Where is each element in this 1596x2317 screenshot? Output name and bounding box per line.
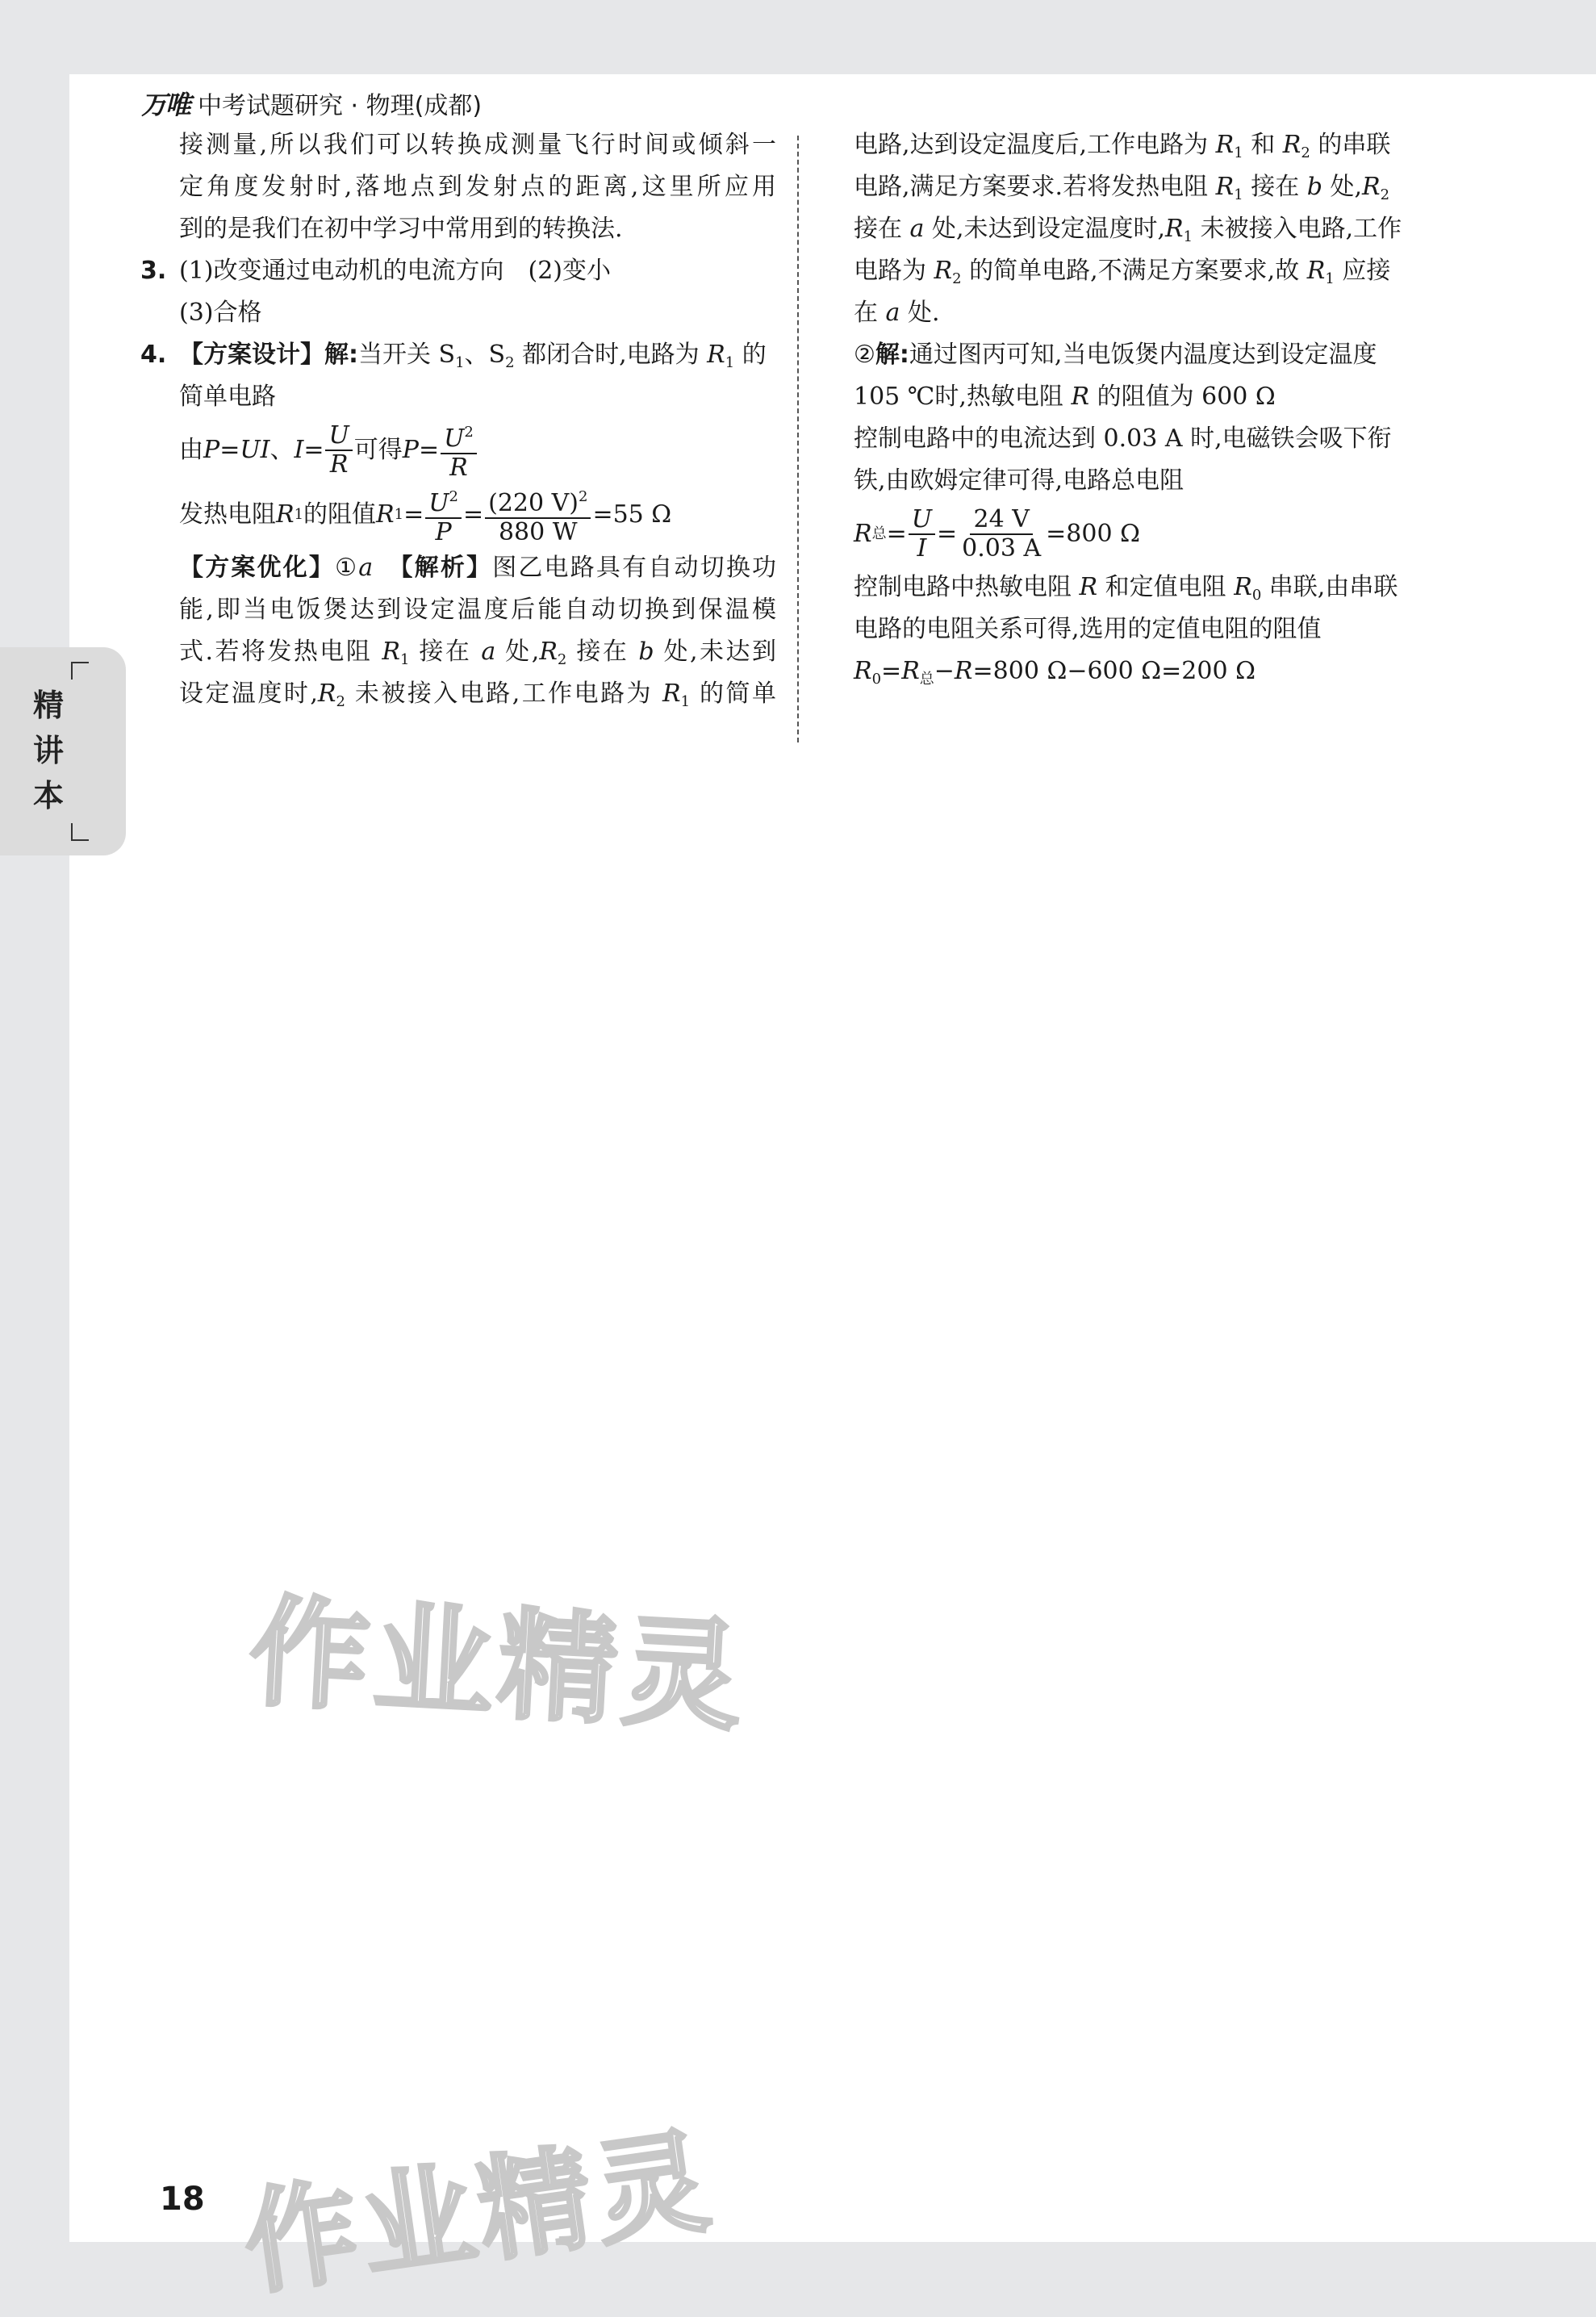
text-line (854, 250, 1455, 292)
text: 当开关 S (358, 341, 456, 369)
variable: R (539, 638, 558, 666)
text-line: 接测量,所以我们可以转换成测量飞行时间或倾斜一 (179, 131, 776, 159)
text: 应接 (1334, 257, 1391, 285)
text-line: (3)合格 (179, 299, 262, 327)
text: 由 (179, 436, 203, 464)
side-tab-char: 本 (32, 778, 64, 813)
text: 和 (1243, 131, 1283, 159)
text: 未被接入电路,工作 (1193, 215, 1402, 243)
text: 电路,满足方案要求.若将发热电阻 (854, 173, 1216, 201)
text: 电路为 (854, 257, 934, 285)
text: 接在 (566, 638, 639, 666)
fraction (959, 506, 1044, 563)
text: (220 V) (488, 489, 579, 517)
variable: R (1282, 131, 1301, 159)
variable: P (203, 436, 220, 464)
variable: R (901, 657, 920, 685)
running-header (141, 84, 482, 123)
subscript: 1 (1234, 144, 1243, 161)
numerator: 24 V (970, 506, 1032, 535)
text-line (854, 376, 1455, 418)
section-tag: 【方案优化】 (179, 554, 336, 582)
variable: a (885, 299, 900, 327)
variable: R (276, 500, 295, 529)
numerator: U (325, 422, 352, 451)
variable: R (1071, 383, 1090, 411)
variable: R (707, 341, 725, 369)
text: ② (854, 341, 875, 369)
section-tag: 【方案设计】解: (179, 341, 358, 369)
variable: R (376, 500, 395, 529)
fraction (909, 506, 935, 563)
variable: R (1215, 173, 1235, 201)
variable: I (294, 436, 304, 464)
text: 的串联 (1310, 131, 1391, 159)
variable: R (1234, 573, 1252, 601)
book-title: 中考试题研究 · 物理(成都) (198, 92, 483, 120)
text: 电路,达到设定温度后,工作电路为 (854, 131, 1216, 159)
right-column (854, 124, 1455, 692)
side-tab-char: 讲 (32, 733, 64, 768)
variable: R (854, 520, 872, 548)
text: =800 Ω−600 Ω=200 Ω (972, 657, 1255, 685)
watermark: 作业精灵 (236, 2115, 722, 2311)
variable: R (1306, 257, 1326, 285)
formula-fixed-resistor (854, 650, 1455, 692)
text-line (854, 208, 1455, 250)
fraction (425, 483, 462, 546)
text: 接在 (1243, 173, 1307, 201)
variable: U (444, 425, 465, 453)
subscript: 1 (680, 693, 691, 710)
variable: R (854, 657, 872, 685)
variable: R (1079, 573, 1098, 601)
text-line: 到的是我们在初中学习中常用到的转换法. (179, 215, 623, 243)
text: 和定值电阻 (1097, 573, 1235, 601)
column-divider (797, 136, 799, 742)
text: 设定温度时, (179, 680, 318, 708)
text: 的阻值为 600 Ω (1089, 383, 1276, 411)
text: 105 ℃时,热敏电阻 (854, 383, 1072, 411)
bracket-top (71, 662, 89, 680)
text: = (881, 657, 902, 685)
question-number: 3. (140, 257, 167, 285)
subscript: 1 (294, 506, 304, 523)
text-line: 控制电路中的电流达到 0.03 A 时,电磁铁会吸下衔 (854, 425, 1392, 453)
variable: R (1165, 215, 1184, 243)
subscript: 1 (1234, 186, 1243, 203)
text: 的简单 (690, 680, 776, 708)
subscript: 总 (919, 671, 934, 688)
formula-resistance (179, 483, 776, 547)
text: 处, (1322, 173, 1363, 201)
text: 控制电路中热敏电阻 (854, 573, 1080, 601)
variable: a (358, 554, 374, 582)
text: 发热电阻 (179, 500, 276, 529)
text: 式.若将发热电阻 (179, 638, 382, 666)
fraction (485, 483, 591, 546)
subscript: 2 (557, 651, 567, 668)
subscript: 2 (336, 693, 345, 710)
subscript: 总 (871, 525, 887, 542)
text: 、 (269, 436, 295, 464)
left-column (140, 124, 777, 715)
text: 的 (734, 341, 767, 369)
variable: R (954, 657, 973, 685)
text: = (886, 520, 907, 548)
subscript: 2 (1380, 186, 1390, 203)
superscript: 2 (449, 488, 458, 505)
section-tag: 【解析】 (400, 554, 493, 582)
subscript: 1 (1325, 270, 1335, 287)
text: 接在 (854, 215, 910, 243)
subscript: 1 (455, 354, 465, 371)
text: 图乙电路具有自动切换功 (492, 554, 777, 582)
side-tab (0, 647, 126, 855)
text-line: 电路的电阻关系可得,选用的定值电阻的阻值 (854, 615, 1322, 643)
text: =55 Ω (592, 500, 672, 529)
question-number: 4. (140, 341, 167, 369)
text-line: (1)改变通过电动机的电流方向 (2)变小 (179, 257, 611, 285)
text: = (303, 436, 324, 464)
text: 通过图丙可知,当电饭煲内温度达到设定温度 (909, 341, 1377, 369)
text: 串联,由串联 (1261, 573, 1398, 601)
text: = (403, 500, 424, 529)
denominator: 0.03 A (962, 534, 1042, 563)
text-line (179, 673, 776, 715)
text: = (937, 520, 958, 548)
text-line (854, 124, 1455, 166)
text-line (179, 631, 776, 673)
side-tab-char: 精 (32, 688, 64, 723)
subscript: 2 (505, 354, 515, 371)
text: 处, (495, 638, 540, 666)
numerator (485, 483, 591, 519)
text-line (854, 292, 1455, 334)
text: 在 (854, 299, 886, 327)
denominator: R (329, 450, 349, 479)
denominator: R (449, 454, 468, 482)
brand-logo: 万唯 (141, 90, 190, 120)
subscript: 2 (952, 270, 962, 287)
text-line: 铁,由欧姆定律可得,电路总电阻 (854, 466, 1184, 495)
watermark: 作业精灵 (246, 1582, 750, 1747)
fraction (441, 419, 477, 482)
text: 处,未达到 (654, 638, 777, 666)
text-line (854, 166, 1455, 208)
text: 的简单电路,不满足方案要求,故 (961, 257, 1307, 285)
page-number: 18 (160, 2181, 205, 2218)
variable: a (909, 215, 925, 243)
text-line: 简单电路 (179, 383, 276, 411)
text: 处. (900, 299, 940, 327)
bracket-bottom (71, 823, 89, 841)
subscript: 0 (1251, 587, 1262, 604)
numerator: U (909, 506, 935, 535)
variable: UI (240, 436, 270, 464)
answer-3 (140, 250, 776, 292)
variable: R (934, 257, 953, 285)
variable: R (1215, 131, 1235, 159)
text: 未被接入电路,工作电路为 (345, 680, 663, 708)
variable: a (481, 638, 496, 666)
section-tag: 解: (875, 341, 909, 369)
numerator (425, 483, 462, 519)
variable: R (317, 680, 336, 708)
variable: b (1306, 173, 1322, 201)
denominator: I (917, 534, 927, 563)
variable: R (662, 680, 681, 708)
denominator: P (435, 518, 452, 546)
text: 处,未达到设定温度时, (924, 215, 1166, 243)
fraction (325, 422, 352, 479)
text: = (462, 500, 484, 529)
superscript: 2 (579, 488, 588, 505)
variable: P (402, 436, 419, 464)
variable: R (1362, 173, 1381, 201)
subscript: 0 (871, 671, 882, 688)
text-line: 能,即当电饭煲达到设定温度后能自动切换到保温模 (179, 596, 776, 624)
text: = (219, 436, 240, 464)
denominator: 880 W (498, 518, 578, 546)
variable: R (382, 638, 400, 666)
subscript: 1 (399, 651, 410, 668)
text-line (179, 547, 776, 589)
text-line (854, 334, 1455, 376)
text: 都闭合时,电路为 (514, 341, 708, 369)
formula-power (179, 418, 776, 483)
text: 的阻值 (303, 500, 377, 529)
text: 可得 (353, 436, 403, 464)
text: 接在 (409, 638, 482, 666)
text: =800 Ω (1046, 520, 1140, 548)
text: − (934, 657, 955, 685)
superscript: 2 (464, 424, 474, 441)
formula-total-resistance (854, 502, 1455, 567)
variable: b (638, 638, 654, 666)
subscript: 1 (394, 506, 404, 523)
text: 、S (464, 341, 506, 369)
subscript: 1 (1183, 228, 1193, 245)
answer-4 (140, 334, 776, 376)
text: ① (335, 554, 359, 582)
text-line: 定角度发射时,落地点到发射点的距离,这里所应用 (179, 173, 776, 201)
side-tab-label (0, 683, 97, 818)
subscript: 1 (725, 354, 735, 371)
text: = (418, 436, 440, 464)
subscript: 2 (1301, 144, 1310, 161)
text-line (854, 567, 1455, 609)
numerator (441, 419, 477, 454)
variable: U (428, 489, 449, 517)
